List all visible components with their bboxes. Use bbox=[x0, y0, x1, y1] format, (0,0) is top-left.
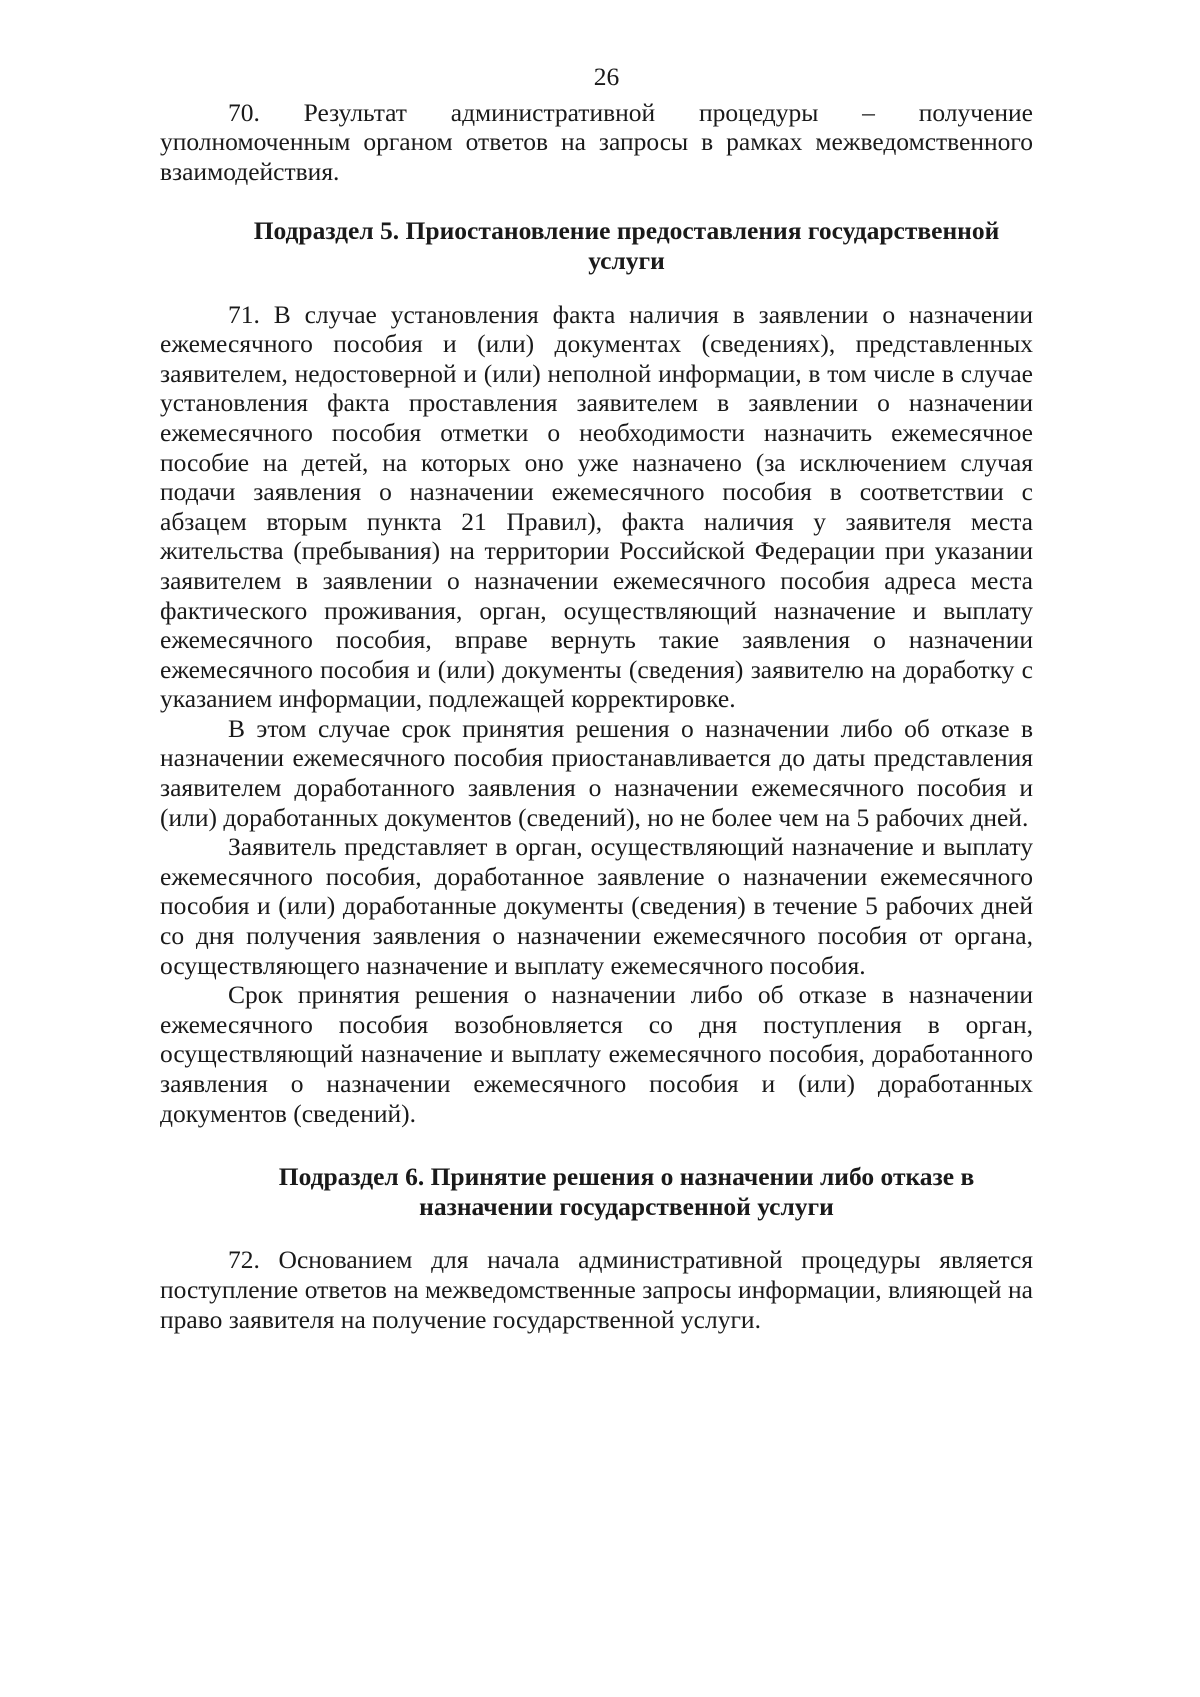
paragraph-71-suspension-term: В этом случае срок принятия решения о назначении либо об отказе в назначении ежемесячного пособия приостанавливается до даты представления заявителем доработанного заявления о назначении ежемесячного пособия и (или) доработанных документов (сведений), но не более чем на 5 рабочих дней. bbox=[160, 713, 1033, 832]
subsection-6-heading: Подраздел 6. Принятие решения о назначении либо отказе в назначении государственной услуги bbox=[278, 1162, 975, 1221]
paragraph-72: 72. Основанием для начала административной процедуры является поступление ответов на межведомственные запросы информации, влияющей на право заявителя на получение государственной услуги. bbox=[160, 1245, 1033, 1334]
paragraph-71: 71. В случае установления факта наличия в заявлении о назначении ежемесячного пособия и (или) документах (сведениях), представленных заявителем, недостоверной и (или) неполной информации, в том числе в случае установления факта проставления заявителем в заявлении о назначении ежемесячного пособия отметки о необходимости назначить ежемесячное пособие на детей, на которых оно уже назначено (за исключением случая подачи заявления о назначении ежемесячного пособия в соответствии с абзацем вторым пункта 21 Правил), факта наличия у заявителя места жительства (пребывания) на территории Российской Федерации при указании заявителем в заявлении о назначении ежемесячного пособия адреса места фактического проживания, орган, осуществляющий назначение и выплату ежемесячного пособия, вправе вернуть такие заявления о назначении ежемесячного пособия и (или) документы (сведения) заявителю на доработку с указанием информации, подлежащей корректировке. bbox=[160, 299, 1033, 714]
paragraph-70: 70. Результат административной процедуры – получение уполномоченным органом ответов на запросы в рамках межведомственного взаимодействия. bbox=[160, 97, 1033, 186]
subsection-5-heading: Подраздел 5. Приостановление предоставления государственной услуги bbox=[253, 216, 1000, 275]
paragraph-71-applicant-submission: Заявитель представляет в орган, осуществляющий назначение и выплату ежемесячного пособия, доработанное заявление о назначении ежемесячного пособия и (или) доработанные документы (сведения) в течение 5 рабочих дней со дня получения заявления о назначении ежемесячного пособия от органа, осуществляющего назначение и выплату ежемесячного пособия. bbox=[160, 832, 1033, 980]
paragraph-71-term-resumed: Срок принятия решения о назначении либо об отказе в назначении ежемесячного пособия возобновляется со дня поступления в орган, осуществляющий назначение и выплату ежемесячного пособия, доработанного заявления о назначении ежемесячного пособия и (или) доработанных документов (сведений). bbox=[160, 980, 1033, 1128]
document-page bbox=[160, 62, 1033, 1334]
page-number: 26 bbox=[593, 62, 620, 91]
